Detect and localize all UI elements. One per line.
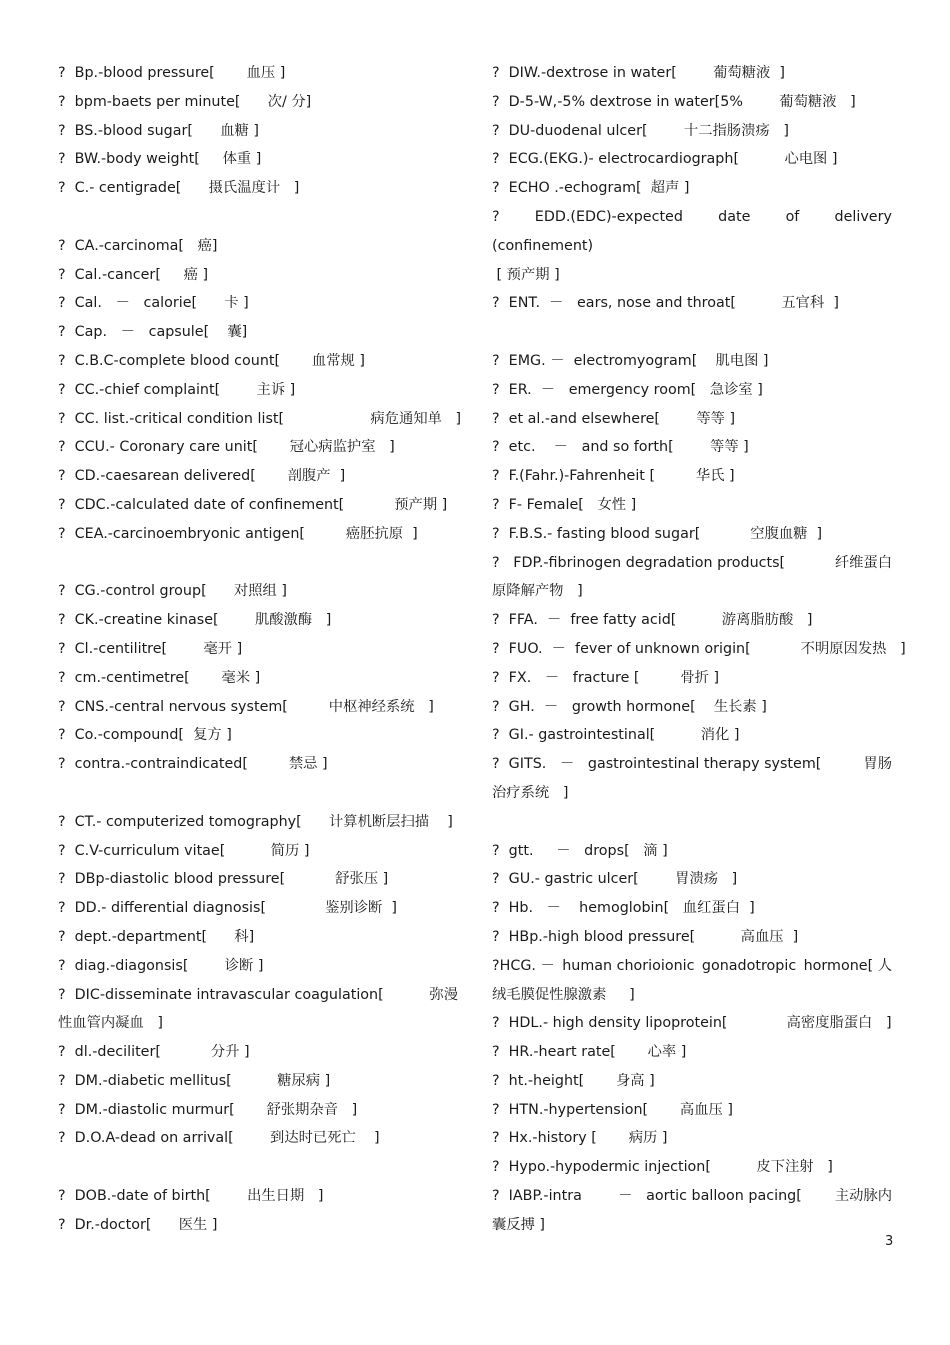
line-text: ? Hx.-history [ 病历 ] <box>492 1130 668 1147</box>
line-text: ? C.V-curriculum vitae[ 简历 ] <box>58 842 310 859</box>
glossary-line <box>58 926 458 955</box>
glossary-line <box>58 580 458 609</box>
line-text: ? HTN.-hypertension[ 高血压 ] <box>492 1101 733 1118</box>
line-text: ? Cl.-centilitre[ 毫开 ] <box>58 640 243 657</box>
line-text: ? et al.-and elsewhere[ 等等 ] <box>492 410 736 427</box>
glossary-line <box>58 1127 458 1156</box>
glossary-line <box>58 465 458 494</box>
line-text: ? F.B.S.- fasting blood sugar[ 空腹血糖 ] <box>492 525 823 542</box>
line-text: ? diag.-diagonsis[ 诊断 ] <box>58 957 264 974</box>
line-text: 性血管内凝血 ] <box>58 1015 163 1032</box>
line-text: ? BS.-blood sugar[ 血糖 ] <box>58 122 259 139</box>
line-text: ? D.O.A-dead on arrival[ 到达时已死亡 ] <box>58 1130 380 1147</box>
glossary-line <box>58 868 458 897</box>
glossary-line <box>492 62 892 91</box>
glossary-line <box>58 1012 458 1041</box>
line-text: ? CC. list.-critical condition list[ 病危通知单 ] <box>58 410 462 427</box>
line-text: ? HR.-heart rate[ 心率 ] <box>492 1044 687 1061</box>
glossary-line-wrapped <box>492 753 892 782</box>
line-text: ? DBp-diastolic blood pressure[ 舒张压 ] <box>58 871 389 888</box>
line-text: ? dl.-deciliter[ 分升 ] <box>58 1044 250 1061</box>
glossary-line <box>58 350 458 379</box>
line-text: ? CD.-caesarean delivered[ 剖腹产 ] <box>58 468 346 485</box>
glossary-line <box>492 1099 892 1128</box>
line-text: ? C.B.C-complete blood count[ 血常规 ] <box>58 352 365 369</box>
line-text: ? Cal.-cancer[ 癌 ] <box>58 266 209 283</box>
line-text: ? dept.-department[ 科] <box>58 928 255 945</box>
glossary-line <box>492 1070 892 1099</box>
line-text: ? Dr.-doctor[ 医生 ] <box>58 1216 218 1233</box>
glossary-line <box>58 408 462 437</box>
line-text-tail: 主动脉内 <box>834 1188 892 1205</box>
glossary-line <box>58 62 458 91</box>
glossary-line <box>58 955 458 984</box>
line-word: date <box>718 208 751 225</box>
line-text: ? C.- centigrade[ 摄氏温度计 ] <box>58 180 300 197</box>
line-word: EDD.(EDC)-expected <box>534 208 683 225</box>
line-text: ? Hypo.-hypodermic injection[ 皮下注射 ] <box>492 1159 833 1176</box>
line-text: ? FDP.-fibrinogen degradation products[ <box>492 554 786 571</box>
line-text-tail: 纤维蛋白 <box>834 554 892 571</box>
glossary-line <box>492 638 906 667</box>
line-text: ? GI.- gastrointestinal[ 消化 ] <box>492 727 740 744</box>
line-text-tail: 弥漫 <box>429 986 458 1003</box>
line-text: ? gtt. － drops[ 滴 ] <box>492 842 668 859</box>
line-text: ? ECHO .-echogram[ 超声 ] <box>492 180 690 197</box>
glossary-line <box>58 897 458 926</box>
glossary-line-wrapped <box>492 1185 892 1214</box>
line-text: ? GH. － growth hormone[ 生长素 ] <box>492 698 767 715</box>
line-text: ? etc. － and so forth[ 等等 ] <box>492 439 749 456</box>
line-text: ? HDL.- high density lipoprotein[ 高密度脂蛋白 ] <box>492 1015 892 1032</box>
blank-line <box>492 321 892 350</box>
line-text: ? EMG. － electromyogram[ 肌电图 ] <box>492 352 769 369</box>
glossary-line <box>492 724 892 753</box>
line-text: [ 预产期 ] <box>492 266 560 283</box>
glossary-line <box>58 91 458 120</box>
glossary-line <box>492 523 892 552</box>
line-text: ? F- Female[ 女性 ] <box>492 496 637 513</box>
glossary-line <box>492 1156 892 1185</box>
justified-line <box>492 206 892 235</box>
line-word: ?HCG. － <box>492 957 555 974</box>
glossary-line <box>58 120 458 149</box>
glossary-line <box>58 436 458 465</box>
line-text: 绒毛膜促性腺激素 ] <box>492 986 635 1003</box>
glossary-line <box>492 350 892 379</box>
line-text: 原降解产物 ] <box>492 583 583 600</box>
line-text: ? ht.-height[ 身高 ] <box>492 1072 655 1089</box>
glossary-line <box>492 926 892 955</box>
blank-line <box>58 552 458 581</box>
line-word: ? <box>492 208 500 225</box>
line-text: ? DD.- differential diagnosis[ 鉴别诊断 ] <box>58 900 397 917</box>
left-column <box>58 62 462 1243</box>
line-text: ? FUO. － fever of unknown origin[ 不明原因发热 ] <box>492 640 906 657</box>
line-text: ? CC.-chief complaint[ 主诉 ] <box>58 381 296 398</box>
glossary-line <box>58 494 458 523</box>
glossary-line <box>58 379 458 408</box>
glossary-line <box>492 148 892 177</box>
glossary-line <box>58 235 458 264</box>
line-text: ? Cap. － capsule[ 囊] <box>58 324 248 341</box>
line-text: ? cm.-centimetre[ 毫米 ] <box>58 669 261 686</box>
line-text: ? ECG.(EKG.)- electrocardiograph[ 心电图 ] <box>492 151 838 168</box>
glossary-line <box>492 379 892 408</box>
line-text: ? D-5-W,-5% dextrose in water[5% 葡萄糖液 ] <box>492 93 856 110</box>
glossary-line <box>58 1041 458 1070</box>
glossary-line <box>492 91 892 120</box>
glossary-line <box>492 264 892 293</box>
glossary-line <box>58 292 458 321</box>
line-text: ? BW.-body weight[ 体重 ] <box>58 151 262 168</box>
glossary-line <box>492 868 892 897</box>
line-text: ? Co.-compound[ 复方 ] <box>58 727 232 744</box>
right-column <box>492 62 906 1243</box>
justified-line <box>492 955 892 984</box>
glossary-line <box>58 264 458 293</box>
glossary-line <box>58 811 458 840</box>
line-text: ? ENT. － ears, nose and throat[ 五官科 ] <box>492 295 839 312</box>
line-text: ? FX. － fracture [ 骨折 ] <box>492 669 720 686</box>
glossary-line <box>492 696 892 725</box>
line-text: ? DU-duodenal ulcer[ 十二指肠溃疡 ] <box>492 122 789 139</box>
glossary-line <box>492 984 892 1013</box>
glossary-line <box>492 494 892 523</box>
glossary-line <box>58 696 458 725</box>
line-text: ? DM.-diabetic mellitus[ 糖尿病 ] <box>58 1072 331 1089</box>
line-text: ? GITS. － gastrointestinal therapy system[ <box>492 756 822 773</box>
line-text: ? CNS.-central nervous system[ 中枢神经系统 ] <box>58 698 434 715</box>
line-text: ? CEA.-carcinoembryonic antigen[ 癌胚抗原 ] <box>58 525 418 542</box>
glossary-line <box>492 408 892 437</box>
line-text: 治疗系统 ] <box>492 784 569 801</box>
line-text: 囊反搏 ] <box>492 1216 546 1233</box>
glossary-line <box>58 148 458 177</box>
line-text: ? CT.- computerized tomography[ 计算机断层扫描 ] <box>58 813 453 830</box>
glossary-line <box>492 840 892 869</box>
line-text: ? DIC-disseminate intravascular coagulation[ <box>58 986 384 1003</box>
glossary-line <box>58 840 458 869</box>
line-text: ? DIW.-dextrose in water[ 葡萄糖液 ] <box>492 65 785 81</box>
line-text: ? contra.-contraindicated[ 禁忌 ] <box>58 756 328 773</box>
glossary-line <box>492 235 892 264</box>
line-text: ? Bp.-blood pressure[ 血压 ] <box>58 65 286 81</box>
line-word: hormone[ 人 <box>803 957 892 974</box>
glossary-line <box>492 667 892 696</box>
line-text: ? FFA. － free fatty acid[ 游离脂肪酸 ] <box>492 612 813 629</box>
glossary-line-wrapped <box>58 984 458 1013</box>
line-text: ? IABP.-intra － aortic balloon pacing[ <box>492 1188 802 1205</box>
glossary-line <box>58 321 458 350</box>
line-text: ? CCU.- Coronary care unit[ 冠心病监护室 ] <box>58 439 395 456</box>
glossary-line <box>492 120 892 149</box>
line-text: ? bpm-baets per minute[ 次/ 分] <box>58 93 312 110</box>
glossary-line <box>58 753 458 782</box>
page-number: 3 <box>885 1234 894 1249</box>
blank-line <box>58 782 458 811</box>
glossary-line <box>492 1041 892 1070</box>
line-text: ? F.(Fahr.)-Fahrenheit [ 华氏 ] <box>492 468 735 485</box>
glossary-line <box>492 580 892 609</box>
glossary-line <box>58 1070 458 1099</box>
glossary-line <box>58 177 458 206</box>
glossary-line <box>492 782 892 811</box>
line-text: ? CK.-creatine kinase[ 肌酸激酶 ] <box>58 612 332 629</box>
line-text: (confinement) <box>492 237 594 254</box>
glossary-line <box>58 724 458 753</box>
line-text: ? GU.- gastric ulcer[ 胃溃疡 ] <box>492 871 738 888</box>
glossary-line <box>492 292 892 321</box>
line-word: of <box>785 208 800 225</box>
blank-line <box>492 811 892 840</box>
glossary-line <box>58 1099 458 1128</box>
line-text: ? Hb. － hemoglobin[ 血红蛋白 ] <box>492 900 755 917</box>
glossary-line <box>58 638 458 667</box>
glossary-line <box>492 436 892 465</box>
line-word: gonadotropic <box>701 957 797 974</box>
line-text: ? DM.-diastolic murmur[ 舒张期杂音 ] <box>58 1101 358 1118</box>
glossary-line <box>58 667 458 696</box>
line-word: human chorioionic <box>562 957 695 974</box>
glossary-line <box>492 1127 892 1156</box>
glossary-line <box>492 465 892 494</box>
blank-line <box>58 206 458 235</box>
glossary-line <box>492 177 892 206</box>
line-text: ? CA.-carcinoma[ 癌] <box>58 237 218 254</box>
line-text: ? DOB.-date of birth[ 出生日期 ] <box>58 1188 324 1205</box>
blank-line <box>58 1156 458 1185</box>
glossary-line <box>58 1185 458 1214</box>
glossary-line <box>58 1214 458 1243</box>
glossary-line <box>492 1012 892 1041</box>
line-text-tail: 胃肠 <box>863 756 892 773</box>
glossary-line <box>492 897 892 926</box>
line-text: ? ER. － emergency room[ 急诊室 ] <box>492 381 763 398</box>
line-text: ? CDC.-calculated date of confinement[ 预产期 ] <box>58 496 448 513</box>
glossary-line-wrapped <box>492 552 892 581</box>
glossary-line <box>58 609 458 638</box>
glossary-line <box>492 609 892 638</box>
line-word: delivery <box>834 208 892 225</box>
line-text: ? Cal. － calorie[ 卡 ] <box>58 295 249 312</box>
line-text: ? HBp.-high blood pressure[ 高血压 ] <box>492 928 799 945</box>
glossary-line <box>58 523 458 552</box>
line-text: ? CG.-control group[ 对照组 ] <box>58 583 287 600</box>
glossary-line <box>492 1214 892 1243</box>
